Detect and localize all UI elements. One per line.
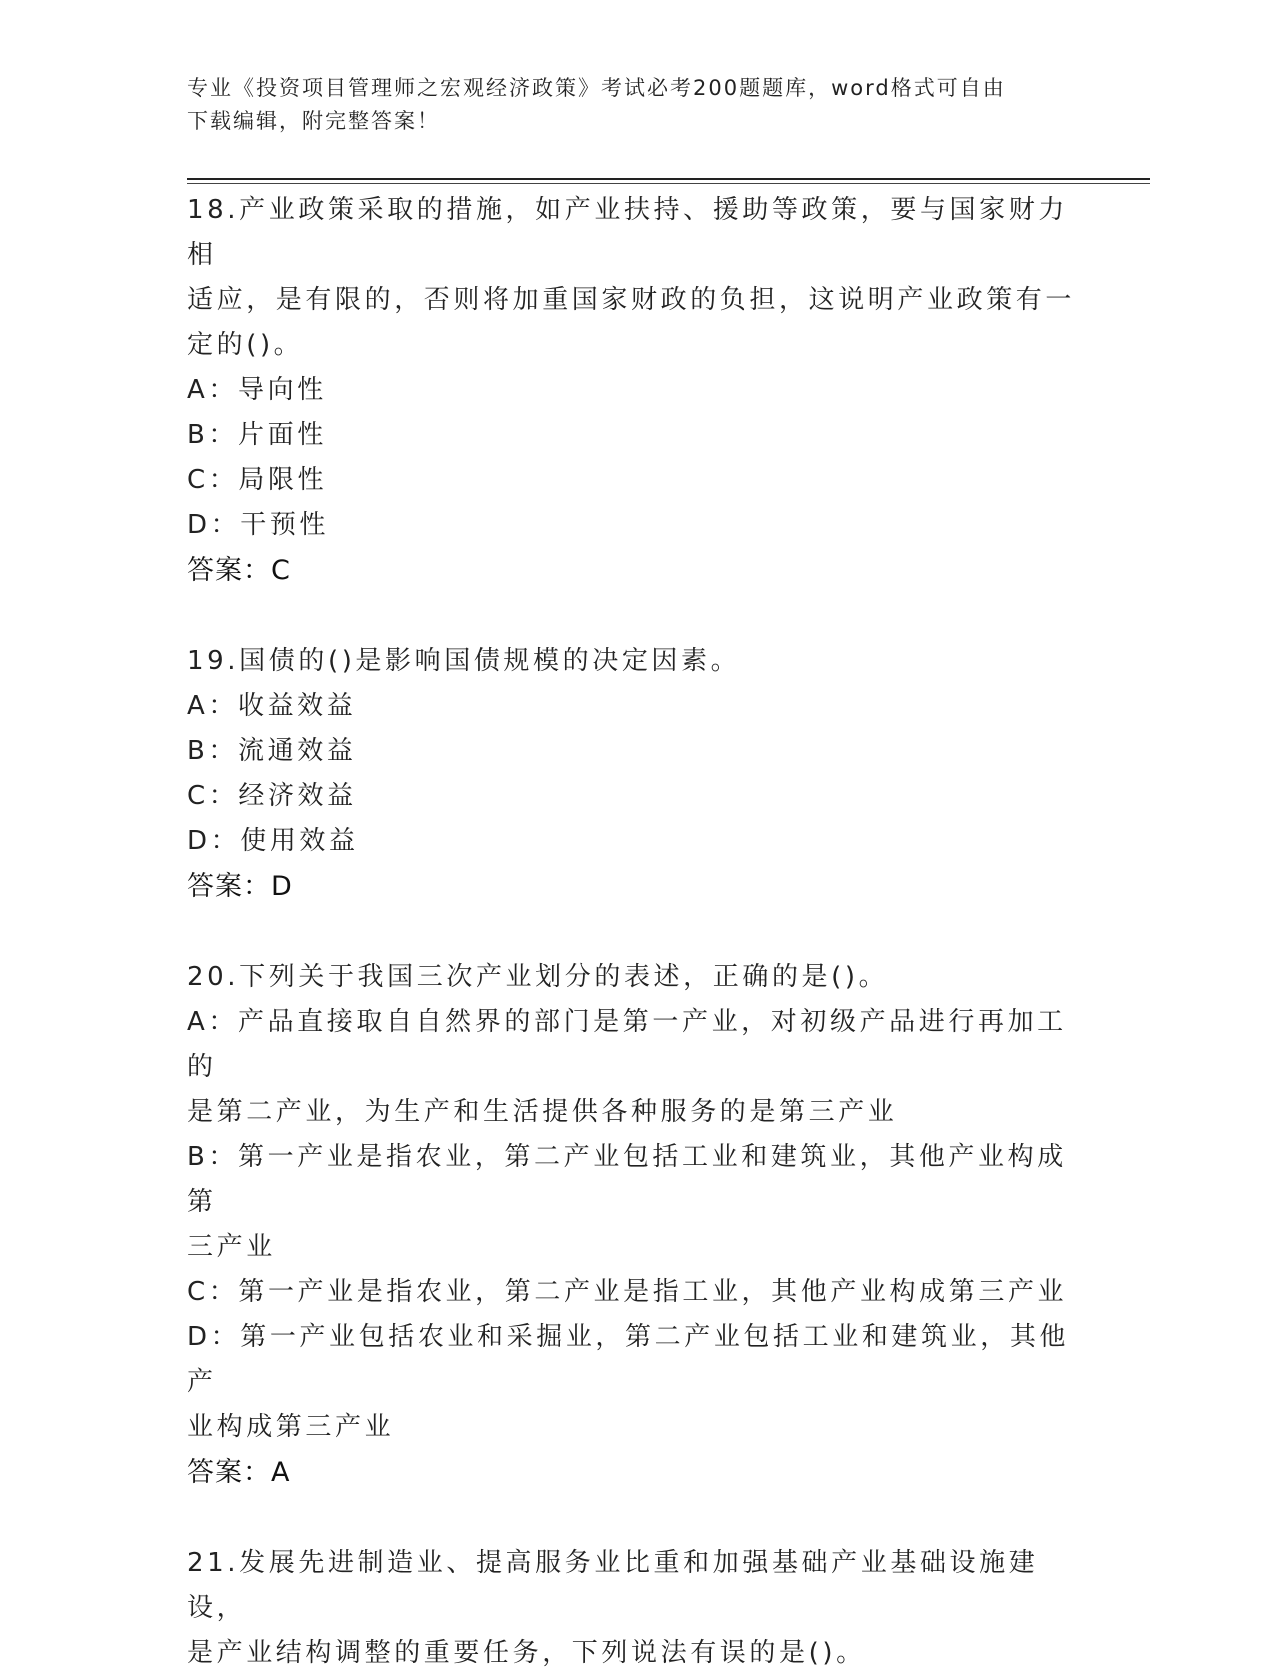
option-b: B：流通效益	[187, 736, 357, 766]
question-stem-line: 20.下列关于我国三次产业划分的表述，正确的是()。	[187, 962, 889, 992]
header-line-1: 专业《投资项目管理师之宏观经济政策》考试必考200题题库，word格式可自由	[187, 76, 1006, 100]
question-spacer	[187, 1495, 1087, 1541]
answer: 答案：C	[187, 555, 291, 586]
option-b: B：片面性	[187, 420, 327, 450]
question-spacer	[187, 909, 1087, 955]
option-b-line-1: B：第一产业是指农业，第二产业包括工业和建筑业，其他产业构成第	[187, 1142, 1067, 1217]
question-list	[187, 188, 1087, 1676]
question-20	[187, 955, 1087, 1495]
answer: 答案：A	[187, 1457, 291, 1488]
question-stem-line: 定的()。	[187, 330, 304, 360]
question-stem-line: 19.国债的()是影响国债规模的决定因素。	[187, 646, 741, 676]
question-spacer	[187, 593, 1087, 639]
option-c: C：局限性	[187, 465, 328, 495]
header-divider-thin	[187, 183, 1150, 184]
question-21	[187, 1541, 1087, 1676]
option-d-line-1: D：第一产业包括农业和采掘业，第二产业包括工业和建筑业，其他产	[187, 1322, 1070, 1397]
question-stem-line: 适应，是有限的，否则将加重国家财政的负担，这说明产业政策有一	[187, 285, 1076, 315]
option-a: A：导向性	[187, 375, 327, 405]
answer: 答案：D	[187, 871, 293, 902]
question-19	[187, 639, 1087, 909]
header-divider-thick	[187, 178, 1150, 180]
question-stem-line: 是产业结构调整的重要任务，下列说法有误的是()。	[187, 1638, 866, 1668]
option-a-line-2: 是第二产业，为生产和生活提供各种服务的是第三产业	[187, 1097, 898, 1127]
header-line-2: 下载编辑，附完整答案！	[187, 109, 440, 133]
option-b-line-2: 三产业	[187, 1232, 276, 1262]
option-c: C：第一产业是指农业，第二产业是指工业，其他产业构成第三产业	[187, 1277, 1068, 1307]
option-d: D：使用效益	[187, 826, 359, 856]
question-stem-line: 21.发展先进制造业、提高服务业比重和加强基础产业基础设施建设，	[187, 1548, 1039, 1623]
document-header	[187, 72, 1067, 138]
option-d-line-2: 业构成第三产业	[187, 1412, 395, 1442]
question-stem-line: 18.产业政策采取的措施，如产业扶持、援助等政策，要与国家财力相	[187, 195, 1068, 270]
option-c: C：经济效益	[187, 781, 357, 811]
question-18	[187, 188, 1087, 593]
option-a: A：收益效益	[187, 691, 357, 721]
option-a-line-1: A：产品直接取自自然界的部门是第一产业，对初级产品进行再加工的	[187, 1007, 1067, 1082]
option-d: D：干预性	[187, 510, 330, 540]
